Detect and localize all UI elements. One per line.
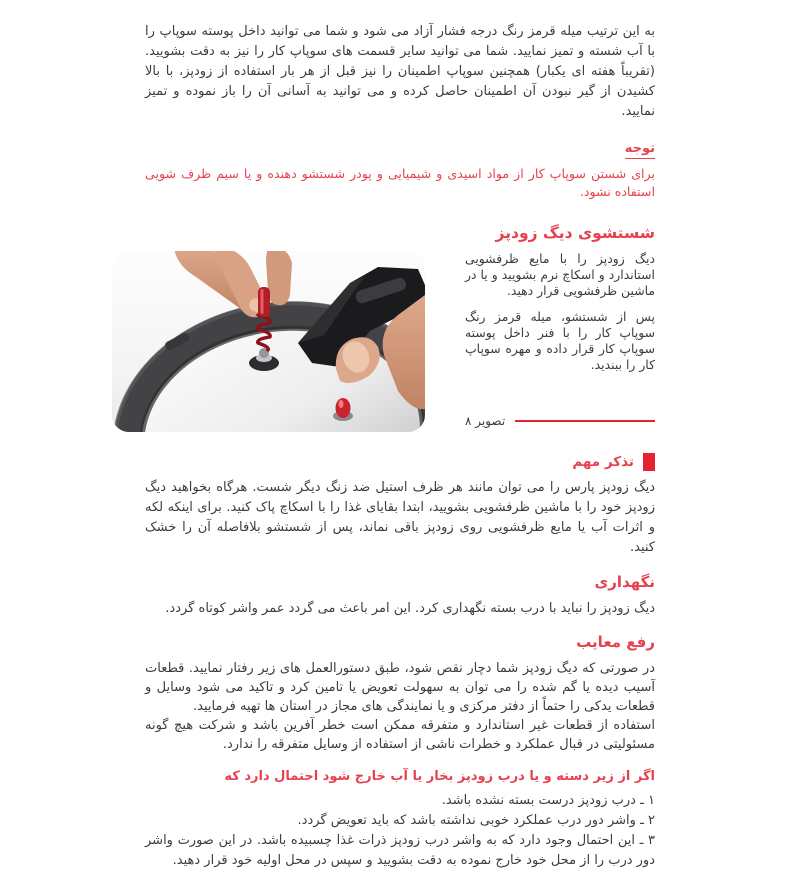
- list-item: ۲ ـ واشر دور درب عملکرد خوبی نداشته باشد که باید تعویض گردد.: [297, 813, 655, 828]
- washing-text-column: [465, 251, 655, 432]
- troubleshooting-section: [145, 631, 655, 754]
- troubleshooting-paragraph-2: استفاده از قطعات غیر استاندارد و متفرقه ممکن است خطر آفرین باشد و شرکت هیچ گونه مسئولیتی در قبال عملکرد و خطرات ناشی از استفاده از وسایل متفرقه را ندارد.: [145, 718, 655, 752]
- washing-row: [145, 251, 655, 432]
- washing-paragraph-1: دیگ زودپز را با مایع ظرفشویی استاندارد و اسکاچ نرم بشویید و یا در ماشین ظرفشویی قرار دهید.: [465, 251, 655, 298]
- product-photo: [112, 251, 425, 432]
- notice-heading: توجه: [625, 141, 655, 159]
- maintenance-heading: نگهداری: [594, 573, 655, 591]
- washing-section: [145, 222, 655, 432]
- washing-paragraph-2: پس از شستشو، میله قرمز رنگ سوپاپ کار را با فنر داخل پوسته سوپاپ کار قرار داده و مهره سوپاپ کار را ببندید.: [465, 309, 655, 372]
- figure-caption-label: تصویر ۸: [465, 414, 506, 428]
- important-note-section: [145, 453, 655, 558]
- list-item: ۳ ـ این احتمال وجود دارد که به واشر درب زودپز ذرات غذا چسبیده باشد. در این صورت واشر دور درب را از محل خود خارج نموده به دقت بشویید و سپس در محل اولیه خود قرار دهید.: [145, 833, 655, 868]
- steam-leak-list: [145, 791, 655, 871]
- maintenance-section: [145, 571, 655, 618]
- figure-caption-row: [465, 414, 655, 432]
- list-item: ۱ ـ درب زودپز درست بسته نشده باشد.: [441, 793, 655, 808]
- troubleshooting-heading: رفع معایب: [576, 633, 655, 651]
- caption-rule: [515, 420, 655, 422]
- steam-leak-heading: اگر از زیر دسته و یا درب زودپز بخار یا آب خارج شود احتمال دارد که: [224, 769, 655, 784]
- steam-leak-section: [145, 768, 655, 871]
- pressure-cooker-photo-illustration: [112, 251, 425, 432]
- washing-heading: شستشوی دیگ زودپز: [495, 224, 655, 242]
- intro-paragraph: به این ترتیب میله قرمز رنگ درجه فشار آزاد می شود و شما می توانید داخل پوسته سوپاپ را با آب شسته و تمیز نمایید. شما می توانید سایر قسمت های سوپاپ کار را نیز به دقت بشویید. (تقریباً هفته ای یکبار) همچنین سوپاپ اطمینان را نیز قبل از هر بار استفاده از زودپز، با بالا کشیدن از گیر نبودن آن اطمینان حاصل کرده و می توانید به آسانی آن را باز نموده و تمیز نمایید.: [145, 24, 655, 119]
- troubleshooting-paragraph-1: در صورتی که دیگ زودپز شما دچار نقص شود، طبق دستورالعمل های زیر رفتار نمایید. قطعات آسیب دیده یا گم شده را می توان به سهولت تعویض یا تامین کرد و تاکید می شود وسایل و قطعات یدکی را حتماً از دفتر مرکزی و یا نمایندگی های مجاز در استان ها تهیه فرمایید.: [145, 661, 655, 714]
- notice-text: برای شستن سوپاپ کار از مواد اسیدی و شیمیایی و پودر شستشو دهنده و یا سیم ظرف شویی استفاده نشود.: [145, 166, 655, 199]
- red-square-bullet-icon: [643, 453, 655, 471]
- notice-section: [145, 137, 655, 201]
- important-note-heading-row: [145, 453, 655, 471]
- maintenance-text: دیگ زودپز را نباید با درب بسته نگهداری کرد. این امر باعث می گردد عمر واشر کوتاه گردد.: [165, 601, 655, 616]
- important-note-text: دیگ زودپز پارس را می توان مانند هر ظرف استیل ضد زنگ دیگر شست. هرگاه بخواهید دیگ زودپز خود را با ماشین ظرفشویی بشویید، ابتدا بقایای غذا را با اسکاچ پاک کنید. برای اینکه لکه و اثرات آب یا مایع ظرفشویی روی زودپز باقی نماند، پس از شستشو بلافاصله آن را خشک کنید.: [145, 480, 655, 555]
- important-note-heading: تذکر مهم: [572, 454, 634, 470]
